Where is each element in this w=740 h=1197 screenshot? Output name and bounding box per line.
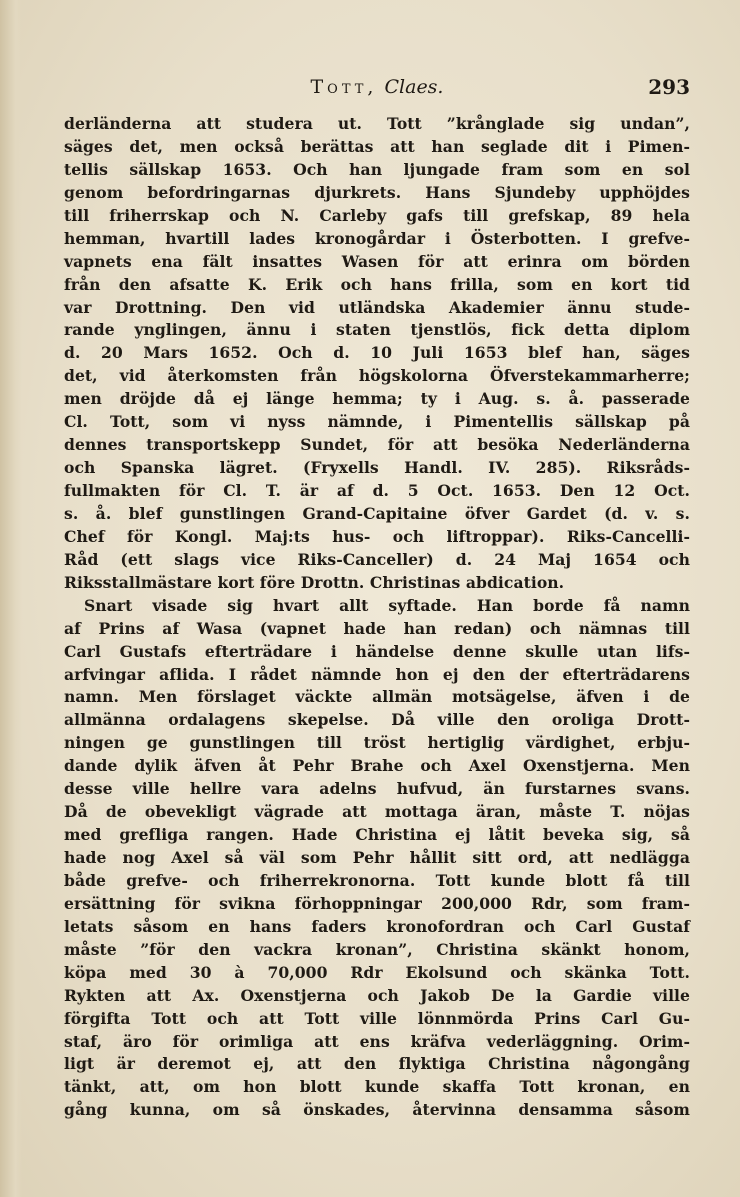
text-line: Då de obevekligt vägrade att mottaga äran, måste T. nöjas: [64, 802, 690, 822]
running-title-surname: Tott,: [310, 76, 378, 98]
text-line: men dröjde då ej länge hemma; ty i Aug. s. å. passerade: [64, 389, 690, 409]
text-line: genom befordringarnas djurkrets. Hans Sjundeby upphöjdes: [64, 182, 690, 202]
text-line: derländerna att studera ut. Tott ”krånglade sig undan”,: [64, 114, 690, 133]
text-line: tellis sällskap 1653. Och han ljungade fram som en sol: [64, 159, 690, 179]
text-line: Snart visade sig hvart allt syftade. Han borde få namn: [84, 595, 690, 615]
text-line: rande ynglingen, ännu i staten tjenstlös, fick detta diplom: [64, 320, 690, 340]
text-line: Carl Gustafs efterträdare i händelse denne skulle utan lifs-: [64, 641, 690, 661]
text-line: ningen ge gunstlingen till tröst hertiglig värdighet, erbju-: [64, 733, 690, 753]
running-title: [64, 76, 690, 98]
text-line: d. 20 Mars 1652. Och d. 10 Juli 1653 blef han, säges: [64, 343, 690, 363]
running-title-given-name: Claes.: [384, 76, 444, 98]
text-line: tänkt, att, om hon blott kunde skaffa Tott kronan, en: [64, 1077, 690, 1097]
text-line: arfvingar aflida. I rådet nämnde hon ej den der efterträdarens: [64, 664, 690, 684]
text-line: hemman, hvartill lades kronogårdar i Österbotten. I grefve-: [64, 228, 690, 248]
text-line: namn. Men förslaget väckte allmän motsägelse, äfven i de: [64, 687, 690, 707]
page-header: [64, 72, 690, 104]
text-line: köpa med 30 à 70,000 Rdr Ekolsund och skänka Tott.: [64, 962, 690, 982]
text-line: var Drottning. Den vid utländska Akademier ännu stude-: [64, 297, 690, 317]
text-line: säges det, men också berättas att han seglade dit i Pimen-: [64, 136, 690, 156]
text-line: letats såsom en hans faders kronofordran och Carl Gustaf: [64, 916, 690, 936]
text-line: både grefve- och friherrekronorna. Tott kunde blott få till: [64, 870, 690, 890]
text-line: ligt är deremot ej, att den flyktiga Christina någongång: [64, 1054, 690, 1074]
text-line: Chef för Kongl. Maj:ts hus- och liftroppar). Riks-Cancelli-: [64, 526, 690, 546]
text-line: Rykten att Ax. Oxenstjerna och Jakob De la Gardie ville: [64, 985, 690, 1005]
text-line: allmänna ordalagens skepelse. Då ville den oroliga Drott-: [64, 710, 690, 730]
text-line: måste ”för den vackra kronan”, Christina skänkt honom,: [64, 939, 690, 959]
text-line: Riksstallmästare kort före Drottn. Christinas abdication.: [64, 572, 565, 592]
text-line: gång kunna, om så önskades, återvinna densamma såsom: [64, 1100, 690, 1120]
text-line: från den afsatte K. Erik och hans frilla, som en kort tid: [64, 274, 690, 294]
text-line: dennes transportskepp Sundet, för att besöka Nederländerna: [64, 435, 690, 455]
body-text: [64, 113, 690, 1122]
text-line: med grefliga rangen. Hade Christina ej låtit beveka sig, så: [64, 825, 690, 845]
text-line: ersättning för svikna förhoppningar 200,000 Rdr, som fram-: [64, 893, 690, 913]
text-line: förgifta Tott och att Tott ville lönnmörda Prins Carl Gu-: [64, 1008, 690, 1028]
text-line: fullmakten för Cl. T. är af d. 5 Oct. 1653. Den 12 Oct.: [64, 481, 690, 500]
text-line: hade nog Axel så väl som Pehr hållit sitt ord, att nedlägga: [64, 848, 690, 867]
text-line: till friherrskap och N. Carleby gafs till grefskap, 89 hela: [64, 205, 690, 225]
text-line: Råd (ett slags vice Riks-Canceller) d. 24 Maj 1654 och: [64, 549, 690, 569]
text-line: dande dylik äfven åt Pehr Brahe och Axel Oxenstjerna. Men: [64, 756, 690, 776]
page-number: 293: [648, 75, 690, 99]
text-line: det, vid återkomsten från högskolorna Öfverstekammarherre;: [64, 366, 690, 386]
text-line: och Spanska lägret. (Fryxells Handl. IV. 285). Riksråds-: [64, 458, 690, 478]
text-line: vapnets ena fält insattes Wasen för att erinra om börden: [64, 251, 690, 271]
text-line: Cl. Tott, som vi nyss nämnde, i Pimentellis sällskap på: [64, 412, 690, 432]
text-line: desse ville hellre vara adelns hufvud, än furstarnes svans.: [64, 779, 690, 799]
text-line: staf, äro för orimliga att ens kräfva vederläggning. Orim-: [64, 1031, 690, 1051]
page-gutter: [0, 0, 22, 1197]
text-line: s. å. blef gunstlingen Grand-Capitaine öfver Gardet (d. v. s.: [64, 503, 690, 523]
text-line: af Prins af Wasa (vapnet hade han redan) och nämnas till: [64, 618, 690, 638]
